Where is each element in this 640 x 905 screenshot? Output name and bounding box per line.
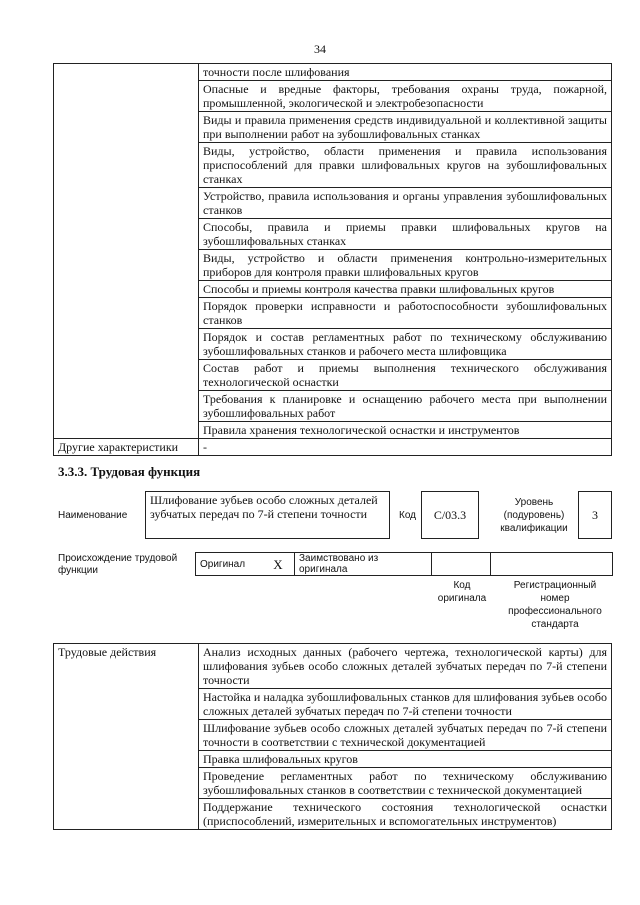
requirements-table [53,63,612,456]
labor-action-cell: Проведение регламентных работ по техническому обслуживанию зубошлифовальных станков в соответствии с технической документацией [199,768,612,799]
requirements-cell: точности после шлифования [199,64,612,81]
labor-function-name-label: Наименование [58,510,128,521]
origin-row [196,553,613,576]
labor-action-cell: Шлифование зубьев особо сложных деталей зубчатых передач по 7-й степени точности в соответствии с технической документацией [199,720,612,751]
origin-code-cell [432,553,491,576]
origin-borrowed-label: Заимствовано из оригинала [295,553,432,576]
requirements-cell: Способы и приемы контроля качества правки шлифовальных кругов [199,281,612,298]
labor-action-cell: Правка шлифовальных кругов [199,751,612,768]
requirements-cell: Устройство, правила использования и органы управления зубошлифовальных станков [199,188,612,219]
requirements-cell: Требования к планировке и оснащению рабочего места при выполнении зубошлифовальных работ [199,391,612,422]
origin-reg-caption: Регистрационный номер профессионального стандарта [508,580,602,630]
section-title: 3.3.3. Трудовая функция [58,464,201,479]
labor-action-cell: Анализ исходных данных (рабочего чертежа, технологической карты) для шлифования зубьев особо сложных деталей зубчатых передач по 7-й степени точности [199,644,612,689]
origin-label: Происхождение трудовой функции [58,553,178,576]
labor-actions-table [53,643,612,830]
labor-function-name-box [145,491,390,539]
labor-function-code-box [421,491,479,539]
requirements-cell: Способы, правила и приемы правки шлифовальных кругов на зубошлифовальных станках [199,219,612,250]
labor-action-cell: Поддержание технического состояния технологической оснастки (приспособлений, измерительных и вспомогательных инструментов) [199,799,612,830]
requirements-table-body [54,64,612,456]
requirements-cell: Опасные и вредные факторы, требования охраны труда, пожарной, промышленной, экологической и электробезопасности [199,81,612,112]
requirements-cell: Виды, устройство, области применения и правила использования приспособлений для правки шлифовальных кругов на зубошлифовальных станках [199,143,612,188]
requirements-cell: Порядок проверки исправности и работоспособности зубошлифовальных станков [199,298,612,329]
labor-actions-label: Трудовые действия [54,644,199,830]
qualification-level-value: 3 [592,507,598,522]
origin-table [195,552,613,576]
labor-function-name-value: Шлифование зубьев особо сложных деталей зубчатых передач по 7-й степени точности [150,493,378,521]
origin-original-mark: X [262,553,295,576]
page-number: 34 [314,42,326,56]
qualification-level-label: Уровень (подуровень) квалификации [500,497,568,534]
requirements-cell: Виды, устройство и области применения контрольно-измерительных приборов для контроля правки шлифовальных кругов [199,250,612,281]
other-characteristics-label: Другие характеристики [54,439,199,456]
labor-function-code-label: Код [399,510,417,521]
labor-action-cell: Настойка и наладка зубошлифовальных станков для шлифования зубьев особо сложных деталей зубчатых передач по 7-й степени точности [199,689,612,720]
labor-action-row [54,644,612,689]
origin-original-label: Оригинал [196,553,263,576]
labor-actions-table-body [54,644,612,830]
qualification-level-box [578,491,612,539]
requirements-row [54,64,612,81]
requirements-cell: Состав работ и приемы выполнения технического обслуживания технологической оснастки [199,360,612,391]
labor-function-code-value: C/03.3 [433,507,467,522]
other-characteristics-row [54,439,612,456]
other-characteristics-value: - [199,439,612,456]
requirements-row-label [54,64,199,439]
requirements-cell: Правила хранения технологической оснастки и инструментов [199,422,612,439]
requirements-cell: Виды и правила применения средств индивидуальной и коллективной защиты при выполнении работ на зубошлифовальных станках [199,112,612,143]
origin-code-caption: Код оригинала [437,580,487,604]
requirements-cell: Порядок и состав регламентных работ по техническому обслуживанию зубошлифовальных станков и рабочего места шлифовщика [199,329,612,360]
origin-reg-number-cell [491,553,613,576]
